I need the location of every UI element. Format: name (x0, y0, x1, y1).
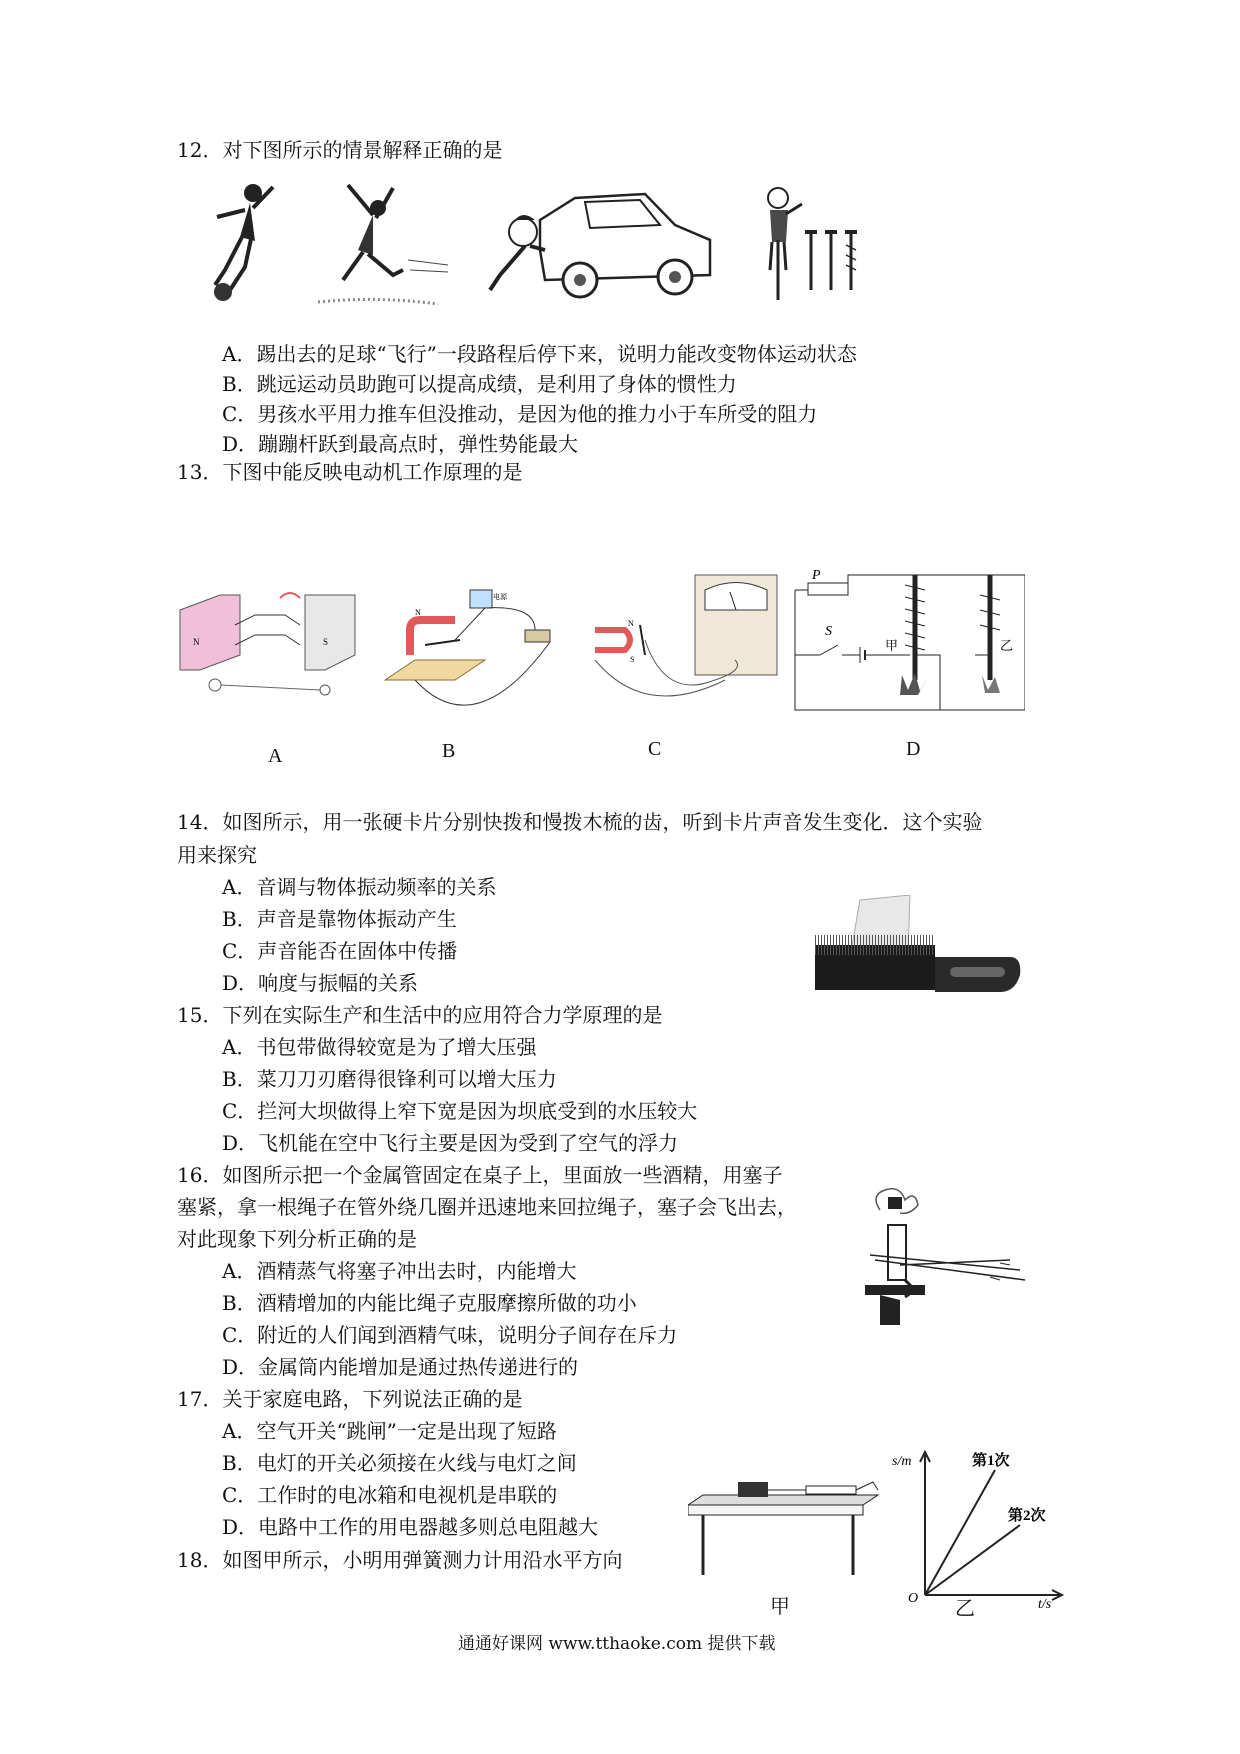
q18-graph-line1-label: 第1次 (972, 1453, 1010, 1469)
svg-text:N: N (628, 619, 634, 628)
q16-option-c[interactable]: C．附近的人们闻到酒精气味，说明分子间存在斥力 (222, 1323, 678, 1347)
q12-stem: 12．对下图所示的情景解释正确的是 (177, 138, 503, 162)
q12-figure-boy-pushing-car (485, 180, 720, 305)
q16-option-d[interactable]: D．金属筒内能增加是通过热传递进行的 (222, 1355, 579, 1379)
q17-option-a[interactable]: A．空气开关“跳闸”一定是出现了短路 (222, 1419, 557, 1443)
q16-figure-metal-tube (860, 1185, 1030, 1330)
q12-figure-longjump (318, 180, 453, 310)
q16-stem-line1: 16．如图所示把一个金属管固定在桌子上，里面放一些酒精，用塞子 (177, 1163, 783, 1187)
q12-option-b[interactable]: B．跳远运动员助跑可以提高成绩，是利用了身体的惯性力 (222, 372, 737, 396)
svg-text:S: S (323, 637, 329, 647)
q16-option-a[interactable]: A．酒精蒸气将塞子冲出去时，内能增大 (222, 1259, 577, 1283)
q12-option-d[interactable]: D．蹦蹦杆跃到最高点时，弹性势能最大 (222, 432, 579, 456)
q13-label-b: B (442, 740, 456, 762)
q14-stem-line1: 14．如图所示，用一张硬卡片分别快拨和慢拨木梳的齿，听到卡片声音发生变化．这个实验 (177, 810, 983, 834)
q13-fig-d-yi-label: 乙 (1000, 638, 1014, 653)
svg-text:电源: 电源 (493, 593, 507, 601)
q12-option-a[interactable]: A．踢出去的足球“飞行”一段路程后停下来，说明力能改变物体运动状态 (222, 342, 857, 366)
q12-figure-soccer (195, 175, 290, 305)
q13-stem: 13．下图中能反映电动机工作原理的是 (177, 460, 523, 484)
q13-figure-b (375, 585, 580, 715)
q12-figure-pogo-stick (750, 180, 875, 305)
q16-stem-line2: 塞紧，拿一根绳子在管外绕几圈并迅速地来回拉绳子，塞子会飞出去， (177, 1195, 797, 1219)
q14-figure-comb-card (810, 895, 1030, 1005)
q18-graph-y-axis: s/m (892, 1454, 912, 1469)
q13-fig-d-jia-label: 甲 (885, 638, 899, 653)
q13-label-c: C (648, 738, 662, 760)
q15-stem: 15．下列在实际生产和生活中的应用符合力学原理的是 (177, 1003, 663, 1027)
q13-figure-c (585, 570, 785, 720)
q17-option-d[interactable]: D．电路中工作的用电器越多则总电阻越大 (222, 1515, 599, 1539)
q18-fig-jia-label: 甲 (770, 1596, 790, 1618)
q18-fig-yi-label: 乙 (955, 1598, 975, 1620)
q14-option-d[interactable]: D．响度与振幅的关系 (222, 971, 419, 995)
q18-figure-yi-graph (880, 1440, 1070, 1610)
q15-option-b[interactable]: B．菜刀刀刃磨得很锋利可以增大压力 (222, 1067, 557, 1091)
q13-figure-d (790, 565, 1025, 715)
q18-stem: 18．如图甲所示，小明用弹簧测力计用沿水平方向 (177, 1548, 623, 1572)
q14-stem-line2: 用来探究 (177, 843, 257, 867)
q15-option-d[interactable]: D．飞机能在空中飞行主要是因为受到了空气的浮力 (222, 1131, 679, 1155)
q15-option-c[interactable]: C．拦河大坝做得上窄下宽是因为坝底受到的水压较大 (222, 1099, 698, 1123)
q13-figure-a (175, 590, 370, 705)
q18-graph-x-axis: t/s (1038, 1597, 1052, 1610)
q14-option-c[interactable]: C．声音能否在固体中传播 (222, 939, 458, 963)
q17-stem: 17．关于家庭电路，下列说法正确的是 (177, 1387, 523, 1411)
q14-option-b[interactable]: B．声音是靠物体振动产生 (222, 907, 457, 931)
q18-graph-origin: O (908, 1591, 919, 1606)
q15-option-a[interactable]: A．书包带做得较宽是为了增大压强 (222, 1035, 537, 1059)
svg-text:S: S (630, 655, 635, 664)
q16-option-b[interactable]: B．酒精增加的内能比绳子克服摩擦所做的功小 (222, 1291, 637, 1315)
q14-option-a[interactable]: A．音调与物体振动频率的关系 (222, 875, 497, 899)
page-footer: 通通好课网 www.tthaoke.com 提供下载 (458, 1634, 776, 1654)
q16-stem-line3: 对此现象下列分析正确的是 (177, 1227, 417, 1251)
svg-text:N: N (415, 608, 421, 617)
q13-label-a: A (268, 745, 283, 767)
q17-option-c[interactable]: C．工作时的电冰箱和电视机是串联的 (222, 1483, 558, 1507)
svg-text:N: N (193, 637, 200, 647)
q17-option-b[interactable]: B．电灯的开关必须接在火线与电灯之间 (222, 1451, 577, 1475)
q13-fig-d-p-label: P (812, 568, 821, 583)
q18-figure-jia (688, 1460, 888, 1580)
q12-option-c[interactable]: C．男孩水平用力推车但没推动，是因为他的推力小于车所受的阻力 (222, 402, 818, 426)
q13-label-d: D (906, 738, 921, 760)
q13-fig-d-s-label: S (825, 624, 832, 639)
q18-graph-line2-label: 第2次 (1008, 1508, 1046, 1524)
